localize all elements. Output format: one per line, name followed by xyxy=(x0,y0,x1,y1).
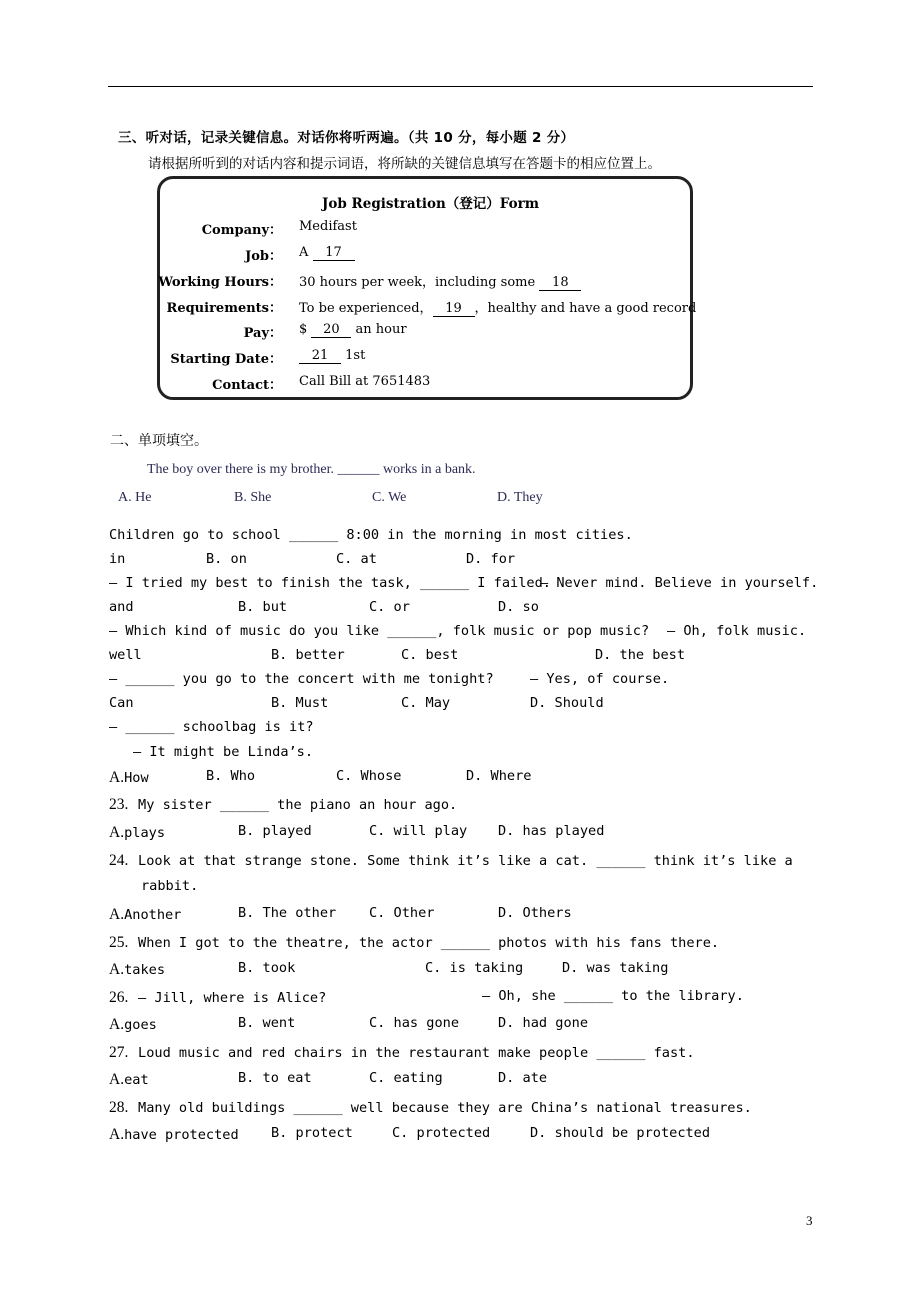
q27-option-a[interactable]: A.eat xyxy=(109,1071,149,1088)
q19-option-b[interactable]: B. better xyxy=(271,647,345,663)
q28-option-b[interactable]: B. protect xyxy=(271,1125,353,1141)
q25-option-a[interactable]: A.takes xyxy=(109,961,165,978)
form-label-requirements: Requirements： xyxy=(166,301,282,316)
q21-stem: — ______ schoolbag is it? xyxy=(109,719,314,735)
q25-option-b[interactable]: B. took xyxy=(238,960,296,976)
q21-option-b[interactable]: B. Who xyxy=(206,768,256,784)
q18-option-a[interactable]: and xyxy=(109,599,134,615)
q27-option-d[interactable]: D. ate xyxy=(498,1070,548,1086)
q20-stem: — ______ you go to the concert with me tonight? xyxy=(109,671,494,687)
q20-option-c[interactable]: C. May xyxy=(401,695,451,711)
q24-option-d[interactable]: D. Others xyxy=(498,905,572,921)
q24-option-c[interactable]: C. Other xyxy=(369,905,435,921)
q16-option-b[interactable]: B. She xyxy=(234,490,272,505)
q26-option-c[interactable]: C. has gone xyxy=(369,1015,460,1031)
q21-option-c[interactable]: C. Whose xyxy=(336,768,402,784)
q23-option-c[interactable]: C. will play xyxy=(369,823,468,839)
q25-option-d[interactable]: D. was taking xyxy=(562,960,669,976)
q24-stem-continued: rabbit. xyxy=(141,878,199,894)
section2-title: 二、单项填空。 xyxy=(110,433,208,449)
q20-option-b[interactable]: B. Must xyxy=(271,695,329,711)
form-label-working-hours: Working Hours： xyxy=(158,275,282,290)
q20-option-a[interactable]: Can xyxy=(109,695,134,711)
q17-option-b[interactable]: B. on xyxy=(206,551,247,567)
q25-option-c[interactable]: C. is taking xyxy=(425,960,524,976)
q23-stem: 23. My sister ______ the piano an hour ago. xyxy=(109,796,458,813)
q23-option-b[interactable]: B. played xyxy=(238,823,312,839)
q26-option-a[interactable]: A.goes xyxy=(109,1016,157,1033)
q24-stem: 24. Look at that strange stone. Some think it’s like a cat. ______ think it’s like a xyxy=(109,852,793,869)
q19-stem: — Which kind of music do you like ______, folk music or pop music? xyxy=(109,623,650,639)
form-label-pay: Pay： xyxy=(243,326,282,341)
q28-option-a[interactable]: A.have protected xyxy=(109,1126,239,1143)
page-number: 3 xyxy=(806,1213,813,1228)
q27-option-b[interactable]: B. to eat xyxy=(238,1070,312,1086)
q28-option-d[interactable]: D. should be protected xyxy=(530,1125,711,1141)
q26-option-d[interactable]: D. had gone xyxy=(498,1015,589,1031)
q20-option-d[interactable]: D. Should xyxy=(530,695,604,711)
form-value-working-hours: 30 hours per week，including some 18 xyxy=(299,271,581,291)
q18-option-d[interactable]: D. so xyxy=(498,599,539,615)
q21-reply: — It might be Linda’s. xyxy=(133,744,314,760)
q24-option-a[interactable]: A.Another xyxy=(109,906,182,923)
form-value-starting-date: 21 1st xyxy=(299,348,365,364)
q19-option-a[interactable]: well xyxy=(109,647,142,663)
q18-option-b[interactable]: B. but xyxy=(238,599,288,615)
q26-option-b[interactable]: B. went xyxy=(238,1015,296,1031)
q28-stem: 28. Many old buildings ______ well because they are China’s national treasures. xyxy=(109,1099,752,1116)
q16-option-c[interactable]: C. We xyxy=(372,490,407,505)
q20-reply: — Yes, of course. xyxy=(530,671,670,687)
q18-stem: — I tried my best to finish the task, ______ I failed. xyxy=(109,575,551,591)
q19-option-d[interactable]: D. the best xyxy=(595,647,686,663)
q18-reply: — Never mind. Believe in yourself. xyxy=(540,575,819,591)
form-value-pay: $ 20 an hour xyxy=(299,322,407,337)
header-rule xyxy=(108,86,813,87)
q24-option-b[interactable]: B. The other xyxy=(238,905,337,921)
q28-option-c[interactable]: C. protected xyxy=(392,1125,491,1141)
form-value-contact: Call Bill at 7651483 xyxy=(299,374,431,389)
form-value-job: A 17 xyxy=(299,245,355,261)
q21-option-a[interactable]: A.How xyxy=(109,769,149,786)
q26-reply: — Oh, she ______ to the library. xyxy=(482,988,744,1004)
q16-option-a[interactable]: A. He xyxy=(118,490,152,505)
form-label-starting-date: Starting Date： xyxy=(170,352,282,367)
q23-option-d[interactable]: D. has played xyxy=(498,823,605,839)
form-value-company: Medifast xyxy=(299,219,357,234)
q23-option-a[interactable]: A.plays xyxy=(109,824,165,841)
q16-option-d[interactable]: D. They xyxy=(497,490,543,505)
blank-17[interactable]: 17 xyxy=(313,245,355,261)
section3-instruction: 请根据所听到的对话内容和提示词语，将所缺的关键信息填写在答题卡的相应位置上。 xyxy=(148,156,661,172)
blank-18[interactable]: 18 xyxy=(539,275,581,291)
q17-option-d[interactable]: D. for xyxy=(466,551,516,567)
form-label-contact: Contact： xyxy=(212,378,282,393)
section3-title: 三、听对话，记录关键信息。对话你将听两遍。（共 10 分，每小题 2 分） xyxy=(118,130,575,146)
q19-option-c[interactable]: C. best xyxy=(401,647,459,663)
q27-stem: 27. Loud music and red chairs in the restaurant make people ______ fast. xyxy=(109,1044,695,1061)
form-label-company: Company： xyxy=(201,223,282,238)
q21-option-d[interactable]: D. Where xyxy=(466,768,532,784)
q17-option-c[interactable]: C. at xyxy=(336,551,377,567)
blank-19[interactable]: 19 xyxy=(433,301,475,317)
q25-stem: 25. When I got to the theatre, the actor ______ photos with his fans there. xyxy=(109,934,720,951)
form-title: Job Registration（登记）Form xyxy=(322,196,540,212)
q26-stem: 26. — Jill, where is Alice? xyxy=(109,989,327,1006)
q19-reply: — Oh, folk music. xyxy=(667,623,807,639)
q16-stem: The boy over there is my brother. ______ works in a bank. xyxy=(147,462,476,477)
q27-option-c[interactable]: C. eating xyxy=(369,1070,443,1086)
form-value-requirements: To be experienced， 19 ，healthy and have a good record xyxy=(299,301,697,316)
blank-21[interactable]: 21 xyxy=(299,348,341,364)
q18-option-c[interactable]: C. or xyxy=(369,599,410,615)
blank-20[interactable]: 20 xyxy=(311,322,351,338)
form-label-job: Job： xyxy=(245,249,282,264)
q17-option-a[interactable]: in xyxy=(109,551,126,567)
q17-stem: Children go to school ______ 8:00 in the morning in most cities. xyxy=(109,527,633,543)
